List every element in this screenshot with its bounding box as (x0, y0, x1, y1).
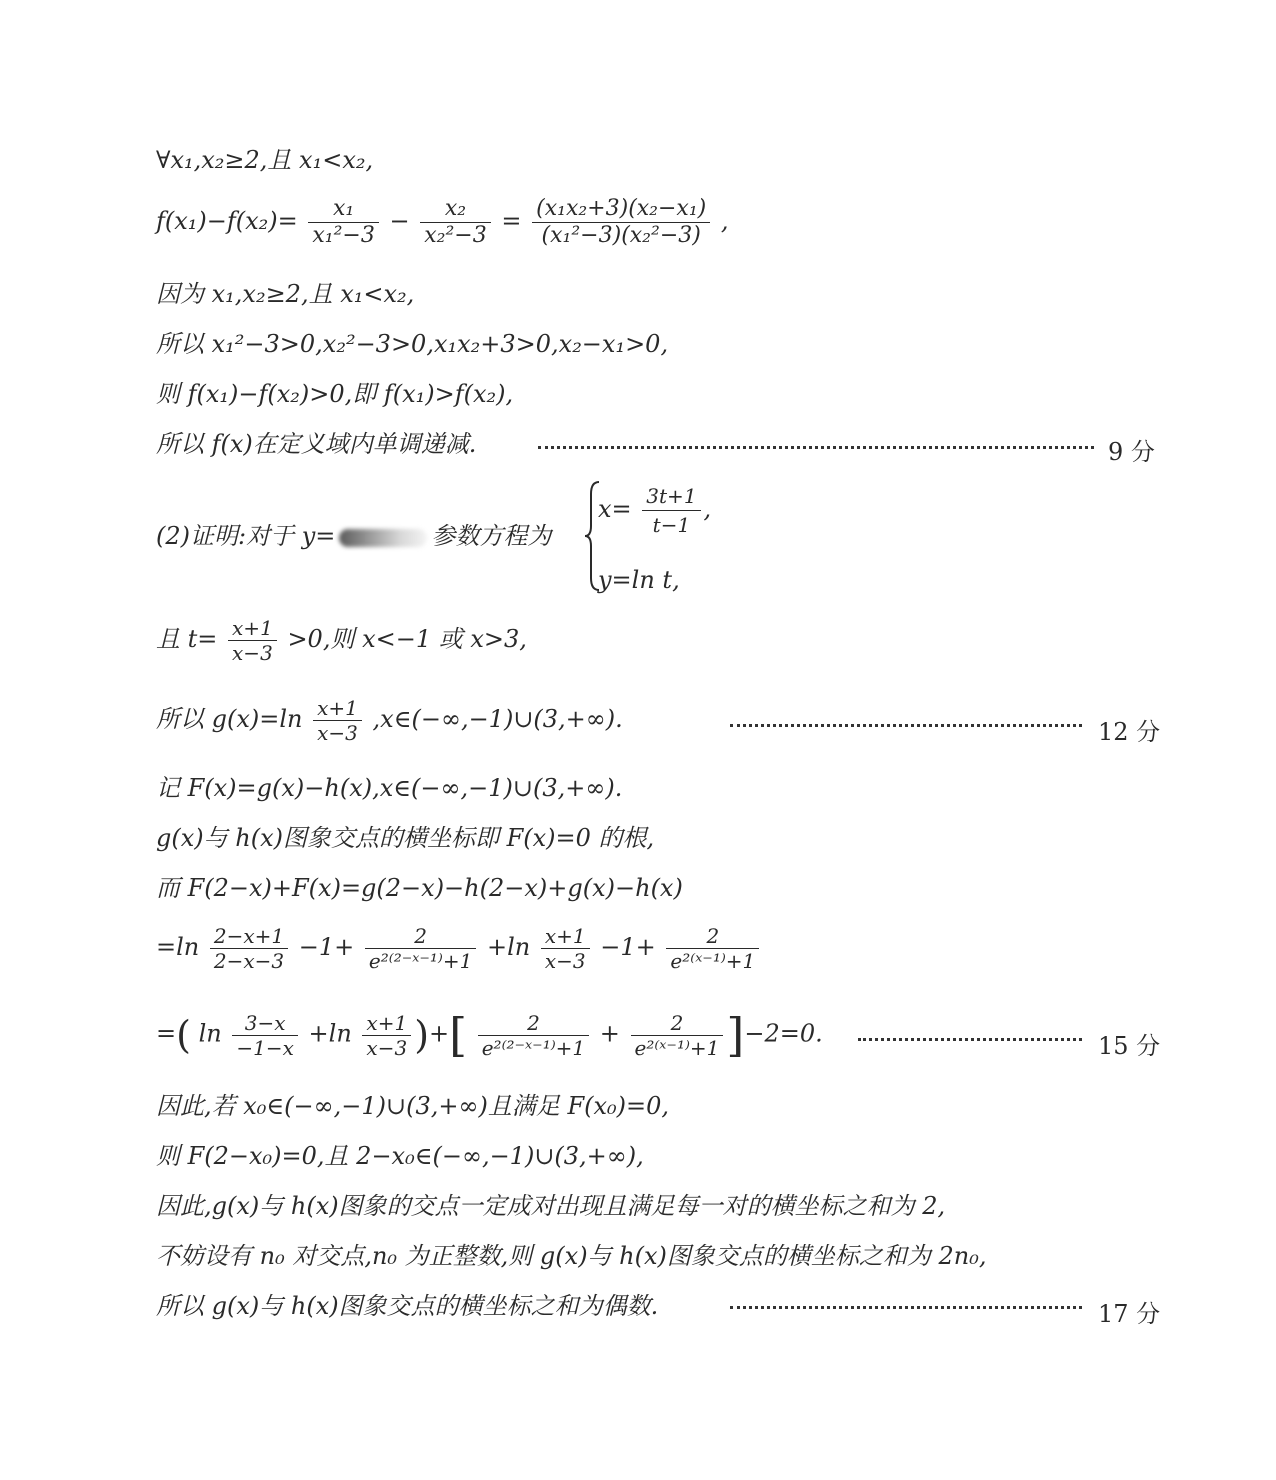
line-sum: 而 F(2−x)+F(x)=g(2−x)−h(2−x)+g(x)−h(x) (156, 874, 683, 902)
system-line-x: x= $\frac{3t+1}{t-1}$ , (598, 484, 712, 537)
line-group: =( ln $\frac{3-x}{-1-x}$ +ln $\frac{x+1}{x-3}$ )+[ $\frac{2}{\text{e²⁽²⁻ˣ⁻¹⁾+1}}$ + $\frac{2}{\text{e²⁽ˣ⁻¹⁾+1}}$ ]−2=0. (156, 1008, 823, 1062)
fraction-g: $\frac{x+1}{x-3}$ (313, 698, 362, 743)
dot-leader-12 (730, 724, 1082, 727)
line-pairs: 因此,g(x)与 h(x)图象的交点一定成对出现且满足每一对的横坐标之和为 2, (156, 1192, 946, 1220)
dot-leader-15 (858, 1038, 1082, 1041)
fraction-sys: $\frac{3t+1}{t-1}$ (642, 484, 700, 537)
line-because: 因为 x₁,x₂≥2,且 x₁<x₂, (156, 280, 415, 308)
fraction-1: $\frac{\text{x₁}}{\text{x₁²−3}}$ (308, 198, 378, 247)
score-15: 15 分 (1098, 1032, 1161, 1060)
system-line-y: y=ln t, (598, 566, 680, 594)
line-so-positive: 所以 x₁²−3>0,x₂²−3>0,x₁x₂+3>0,x₂−x₁>0, (156, 330, 669, 358)
blurred-function (339, 529, 427, 547)
line-proof-start: (2)证明:对于 y= 参数方程为 (156, 522, 552, 550)
dot-leader-17 (730, 1306, 1082, 1309)
line-roots: g(x)与 h(x)图象交点的横坐标即 F(x)=0 的根, (156, 824, 655, 852)
line-forall: ∀x₁,x₂≥2,且 x₁<x₂, (156, 146, 374, 174)
line-difference: f(x₁)−f(x₂)= $\frac{\text{x₁}}{\text{x₁²−3}}$ − $\frac{\text{x₂}}{\text{x₂²−3}}$ = $\frac{\text{(x₁x₂+3)(x₂−x₁)}}{\text{(x₁²−3)(x₂²−3)}}$ , (156, 196, 729, 248)
fraction-t: $\frac{x+1}{x-3}$ (228, 618, 277, 663)
line-expand: =ln $\frac{2-x+1}{2-x-3}$ −1+ $\frac{2}{\text{e²⁽²⁻ˣ⁻¹⁾+1}}$ +ln $\frac{x+1}{x-3}$ −1+ $\frac{2}{\text{e²⁽ˣ⁻¹⁾+1}}$ (156, 926, 762, 971)
score-12: 12 分 (1098, 718, 1161, 746)
line-g-def: 所以 g(x)=ln $\frac{x+1}{x-3}$ ,x∈(−∞,−1)∪(3,+∞). (156, 696, 623, 745)
fraction-2: $\frac{\text{x₂}}{\text{x₂²−3}}$ (420, 198, 490, 247)
line-n0: 不妨设有 n₀ 对交点,n₀ 为正整数,则 g(x)与 h(x)图象交点的横坐标之和为 2n₀, (156, 1242, 987, 1270)
score-17: 17 分 (1098, 1300, 1161, 1328)
score-9: 9 分 (1108, 438, 1155, 466)
line-monotone: 所以 f(x)在定义域内单调递减. (156, 430, 477, 458)
line-conclusion: 所以 g(x)与 h(x)图象交点的横坐标之和为偶数. (156, 1292, 659, 1320)
line-F-def: 记 F(x)=g(x)−h(x),x∈(−∞,−1)∪(3,+∞). (156, 774, 623, 802)
line-t-domain: 且 t= $\frac{x+1}{x-3}$ >0,则 x<−1 或 x>3, (156, 616, 527, 665)
dot-leader-9 (538, 446, 1094, 449)
line-if-root: 因此,若 x₀∈(−∞,−1)∪(3,+∞)且满足 F(x₀)=0, (156, 1092, 670, 1120)
line-then: 则 f(x₁)−f(x₂)>0,即 f(x₁)>f(x₂), (156, 380, 514, 408)
fraction-3: $\frac{\text{(x₁x₂+3)(x₂−x₁)}}{\text{(x₁²−3)(x₂²−3)}}$ (532, 198, 710, 247)
line-then-root: 则 F(2−x₀)=0,且 2−x₀∈(−∞,−1)∪(3,+∞), (156, 1142, 644, 1170)
diff-left: f(x₁)−f(x₂)= (156, 207, 298, 235)
